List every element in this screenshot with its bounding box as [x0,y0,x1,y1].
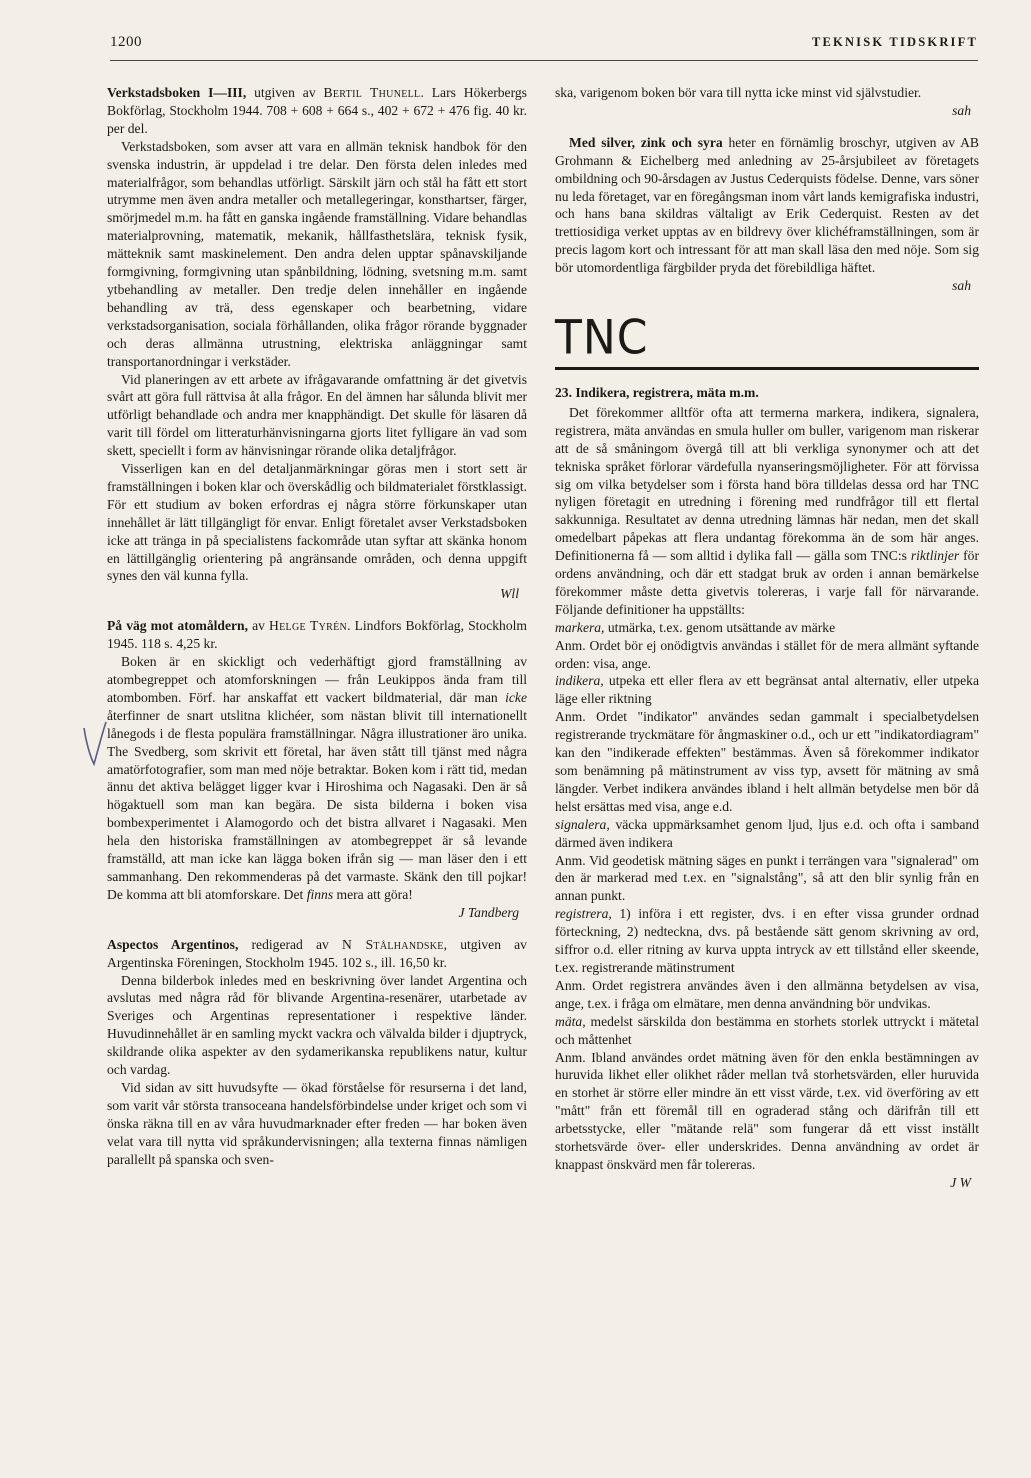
remark: Anm. Ordet registrera användes även i den allmänna betydelsen av visa, ange, t.ex. i fråga om elmätare, men denna användning bör undvikas. [555,977,979,1011]
review-title: Aspectos Argentinos, [107,936,239,952]
review-paragraph: Vid planeringen av ett arbete av ifrågavarande omfattning är det givetvis svårt att göra full rättvisa åt alla frågor. En del ämnen har sålunda blivit mer utförligt behandlade och andra mer knapphändigt. Det skulle för läsaren då varit till fördel om litteraturhänvisningarna gjorts litet fylligare än vad som skett, speciellt i form av hänvisningar rörande olika detaljfrågor. [107,371,527,459]
review-author: N Stålhandske [342,936,444,952]
term: markera, [555,619,605,635]
review-citation: Aspectos Argentinos, redigerad av N Stålhandske, utgiven av Argentinska Föreningen, Stockholm 1945. 102 s., ill. 16,50 kr. [107,936,527,970]
remark: Anm. Ibland användes ordet mätning även för den enkla bestämningen av huruvida likhet eller olikhet råder mellan två storhetsvärden, eller huruvida en storhet är större eller mindre än ett visst värde, t.ex. vid överföring av ett "mått" från ett föremål till en ograderad stång och därifrån till ett arbetsstycke, eller "mätande relä" som fungerar då ett visst inställt storhetsvärde över- eller underskrides. Denna användning av ordet är knappast önskvärd men får tolereras. [555,1049,979,1172]
handwritten-check-mark [78,718,108,768]
review-silver-zink-syra [555,134,979,295]
remark: Anm. Ordet "indikator" användes sedan gammalt i specialbetydelsen registrerande tryckmätare för ångmaskiner o.d., och ur ett "indikatordiagram" kan den "indikerade effekten" bestämmas. Även så förekommer indikator som benämning på mätinstrument av viss typ, avsett för mätning av små längder. Verbet indikera användes ibland i helt allmän betydelse men bör då helst ersättas med visa, ange e.d. [555,709,979,814]
remark: Anm. Vid geodetisk mätning säges en punkt i terrängen vara "signalerad" om den är markerad med t.ex. en "signalstång", så att den blir synlig från en annan punkt. [555,852,979,904]
left-column [107,84,527,1182]
remark: Anm. Ordet bör ej onödigtvis användas i stället för de mera allmänt syftande orden: visa, ange. [555,637,979,671]
tnc-intro: Det förekommer alltför ofta att termerna markera, indikera, signalera, registrera, mäta användas en smula huller om buller, varigenom man riskerar att de så småningom övergå till att bli verkliga synonymer och att det tekniska språket förlorar värdefulla nyanseringsmöjligheter. För att förvissa sig om vilka betydelser som i första hand böra tilldelas dessa ord har TNC nyligen företagit en utredning i förening med rundfrågor till ett flertal sakkunniga. Resultatet av denna utredning lämnas här nedan, men det skall omedelbart påpekas att flera undantag förekomma än de som här anges. Definitionerna få — som alltid i dylika fall — gälla som TNC:s riktlinjer för ordens användning, och där ett stadgat bruk av orden i annan bemärkelse förekommer måste detta givetvis tolereras, i varje fall för närvarande. Följande definitioner ha uppställts: [555,404,979,617]
term: mäta, [555,1013,586,1029]
review-title: På väg mot atomåldern, [107,618,249,634]
reviewer-signature: sah [952,278,971,294]
running-head [110,34,978,58]
review-citation: Verkstadsboken I—III, utgiven av Bertil Thunell. Lars Hökerbergs Bokförlag, Stockholm 1944. 708 + 608 + 664 s., 402 + 672 + 476 fig. 40 kr. per del. [107,85,527,136]
review-paragraph: Denna bilderbok inledes med en beskrivning över landet Argentina och avslutas med några råd för blivande Argentina-resenärer, utarbetade av Sveriges och Argentinas representationer i respektive länder. Huvudinnehållet är en samling myckt vackra och välvalda bilder i djuptryck, skildrande olika aspekter av den sydamerikanska republikens natur, kultur och vardag. [107,972,527,1078]
term: signalera, [555,816,610,832]
review-paragraph: ska, varigenom boken bör vara till nytta icke minst vid självstudier. [555,85,922,100]
section-heading: 23. Indikera, registrera, mäta m.m. [555,384,759,400]
term: indikera, [555,673,604,689]
review-author: Bertil Thunell [323,85,421,100]
review-paragraph: Boken är en skickligt och vederhäftigt gjord framställning av atombegreppet och atomforskningen — från Leukippos ända fram till atombomben. Förf. har anskaffat ett vackert bildmaterial, där man icke återfinner de snart utslitna klichéer, som nästan blivit till internationellt lånegods i de flesta populära framställningar. Några illustrationer äro unika. The Svedberg, som skrivit ett företal, har även stått till tjänst med några amatörfotografier, som man med nöje betraktar. Boken kom i rätt tid, medan ännu det aktiva belägget ligger kvar i Hiroshima och Nagasaki. Den är så högaktuell som man kan begära. De sista bilderna i boken visa bombexperimentet i Alamogordo och det bistra allvaret i Nagasaki. Men hela den historiska framställningen av atombegreppet är så levande framställd, att man icke kan lägga boken ifrån sig — man läser den i ett sammanhang. Den rekommenderas på det varmaste. Skänk den till pojkar! De komma att bli atomforskare. Det finns mera att göra! [107,654,527,902]
review-aspectos-argentinos [107,936,527,1169]
term: registrera, [555,906,612,922]
definition-indikera: indikera, utpeka ett eller flera av ett begränsat antal alternativ, eller utpeka läge eller riktning [555,673,979,707]
journal-name: TEKNISK TIDSKRIFT [811,35,978,49]
definition-registrera: registrera, 1) införa i ett register, dvs. i en efter vissa grunder ordnad förteckning, 2) nedteckna, dvs. på bestående sätt genom skrivning av ord, siffror o.d. eller ritning av kurva uppta intryck av ett tillstånd eller skeende, t.ex. registrerande mätinstrument [555,906,979,975]
definition-signalera: signalera, väcka uppmärksamhet genom ljud, ljus e.d. och ofta i samband därmed även indikera [555,816,979,850]
tnc-section [555,310,979,1192]
header-rule [110,60,978,61]
right-column [555,84,979,1192]
review-title: Med silver, zink och syra [569,134,723,150]
reviewer-signature: Wll [500,586,519,602]
reviewer-signature: J W [950,1174,971,1190]
tnc-rule [555,367,979,370]
review-continuation [555,84,979,120]
page-number: 1200 [110,34,142,50]
review-paragraph: Med silver, zink och syra heter en förnämlig broschyr, utgiven av AB Grohmann & Eichelberg med anledning av 25-årsjubileet av företagets ombildning och 90-årsdagen av Justus Cederquists födelse. Denne, vars söner nu leda företaget, var en föregångsman inom vårt lands kemigrafiska industri, och hans bana skildras vältaligt av Erik Cederquist. Resten av det trettiosidiga verket upptas av en bildrevy över klichéframställningen, som är precis lagom kort och intressant för att man skall läsa den med nöje. Som sig bör utomordentliga färgbilder pryda det förebildliga häftet. [555,134,979,276]
review-atomaldern [107,617,527,921]
review-title: Verkstadsboken I—III, [107,85,247,100]
review-author: Helge Tyrén [269,618,348,634]
review-citation: På väg mot atomåldern, av Helge Tyrén. Lindfors Bokförlag, Stockholm 1945. 118 s. 4,25 kr. [107,618,527,652]
reviewer-signature: sah [952,102,971,118]
review-paragraph: Verkstadsboken, som avser att vara en allmän teknisk handbok för den svenska industrin, är uppdelad i tre delar. Den första delen inledes med materialfrågor, som behandlas utförligt. Särskilt järn och stål ha fått ett stort utrymme men även andra metaller och metallegeringar, konsthartser, färger, smörjmedel m.m. ha fått en ganska ingående framställning. Vidare behandlas materialprovning, matematik, mekanik, hållfasthetslära, teknisk fysik, mätteknik samt maskinelement. Den andra delen upptar spånavskiljande formgivning, formgivning utan spånbildning, lödning, svetsning m.m. samt ytbehandling av metaller. Den tredje delen innehåller en ingående behandling av trä, dess egenskaper och bearbetning, vidare verkstadsorganisation, sociala förhållanden, olika frågor rörande byggnader och deras allmänna utrustning, elektriska anläggningar samt transportanordningar i verkstäder. [107,138,527,369]
definition-mata: mäta, medelst särskilda don bestämma en storhets storlek uttryckt i mätetal och måttenhet [555,1013,979,1047]
reviewer-signature: J Tandberg [458,904,519,920]
review-paragraph: Visserligen kan en del detaljanmärkningar göras men i stort sett är framställningen i boken klar och överskådlig och bildmaterialet förstklassigt. För ett studium av boken erfordras ej några större förkunskaper utan innehållet är lätt tillgängligt för envar. Enligt företalet avser Verkstadsboken icke att tränga in på specialistens fackområde utan syftar att skänka honom en lättillgänglig orientering på angränsande områden, och denna uppgift synes den väl kunna fylla. [107,461,527,584]
review-paragraph: Vid sidan av sitt huvudsyfte — ökad förståelse för resurserna i det land, som varit vår största transoceana handelsförbindelse under kriget och som vi önska räkna till en av våra huvudmarknader efter freden — har boken även velat vara till nytta vid språkundervisningen; alla texterna finnas nämligen parallellt på spanska och sven- [107,1079,527,1167]
tnc-logo: TNC [555,310,649,366]
definition-markera: markera, utmärka, t.ex. genom utsättande av märke [555,619,836,635]
review-verkstadsboken [107,84,527,603]
